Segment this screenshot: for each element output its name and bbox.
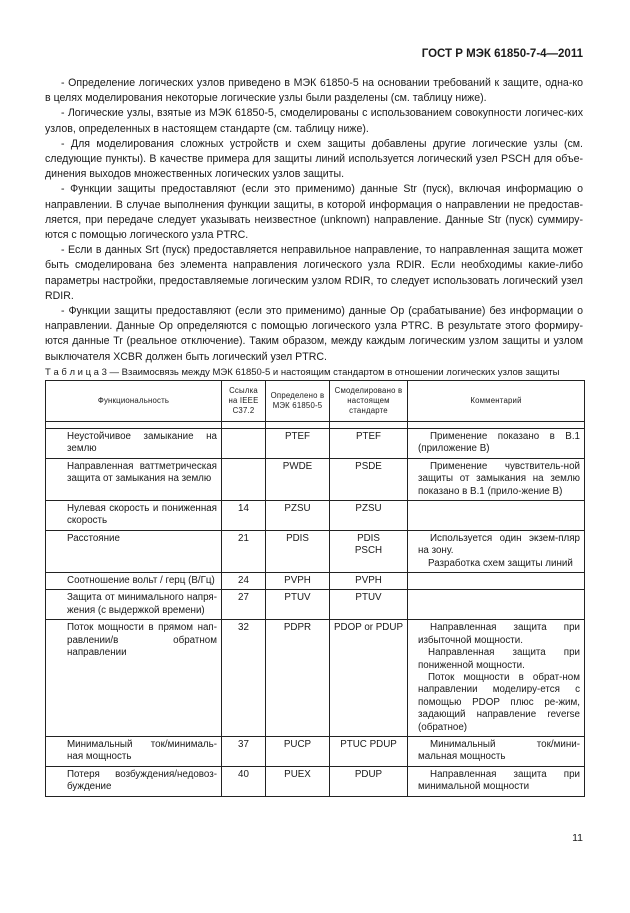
cell-iec: PWDE <box>266 458 330 500</box>
comment-text: Применение показано в В.1 (приложение В) <box>418 431 580 455</box>
document-header: ГОСТ Р МЭК 61850-7-4—2011 <box>421 48 583 60</box>
cell-comment <box>408 501 585 531</box>
paragraph: - Для моделирования сложных устройств и схем защиты добавлены другие логические узлы (см. следующие пункты). В качестве примера для защиты линий используется логический узел PSCH для объе-динения выходов множественных логических узлов защиты. <box>45 137 583 181</box>
cell-ieee: 21 <box>222 530 266 572</box>
cell-comment <box>408 620 585 737</box>
header-iec: Определено в МЭК 61850-5 <box>266 381 330 422</box>
cell-ieee <box>222 429 266 459</box>
cell-ieee: 40 <box>222 766 266 796</box>
cell-modeled <box>330 620 408 737</box>
logical-nodes-table <box>45 380 585 797</box>
table-row <box>46 530 585 572</box>
modeled-node: PTEF <box>355 431 382 442</box>
cell-iec: PDPR <box>266 620 330 737</box>
comment-text: Направленная защита при минимальной мощности <box>418 768 580 793</box>
cell-comment <box>408 736 585 766</box>
table-row <box>46 736 585 766</box>
cell-ieee: 14 <box>222 501 266 531</box>
table-row <box>46 501 585 531</box>
paragraph: - Определение логических узлов приведено в МЭК 61850-5 на основании требований к защите, одна-ко в целях моделирования некоторые логические узлы были разделены (см. таблицу ниже). <box>45 77 583 105</box>
cell-modeled <box>330 429 408 459</box>
cell-function: Расстояние <box>46 530 222 572</box>
body-text <box>45 76 583 365</box>
comment-text: Направленная защита при избыточной мощности. <box>418 622 580 646</box>
cell-comment <box>408 573 585 590</box>
header-ieee: Ссылка на IEEE C37.2 <box>222 381 266 422</box>
table-row <box>46 620 585 737</box>
cell-function: Направленная ваттметрическая защита от замыкания на землю <box>46 458 222 500</box>
cell-iec: PUCP <box>266 736 330 766</box>
comment-text: Минимальный ток/мини-мальная мощность <box>418 738 580 763</box>
comment-text: Применение чувствитель-ной защиты от замыкания на землю показано в В.1 (прило-жение В) <box>418 460 580 497</box>
comment-text: Направленная защита при пониженной мощности. <box>418 647 580 671</box>
cell-ieee: 32 <box>222 620 266 737</box>
cell-modeled <box>330 458 408 500</box>
cell-iec: PTEF <box>266 429 330 459</box>
cell-iec: PUEX <box>266 766 330 796</box>
cell-comment <box>408 766 585 796</box>
cell-comment <box>408 429 585 459</box>
cell-modeled <box>330 766 408 796</box>
cell-iec: PTUV <box>266 590 330 620</box>
paragraph: - Логические узлы, взятые из МЭК 61850-5, смоделированы с использованием совокупности логичес-ких узлов, определенных в настоящем стандарте (см. таблицу ниже). <box>45 107 583 135</box>
modeled-node: PSDE <box>355 460 382 472</box>
cell-modeled <box>330 501 408 531</box>
modeled-node: PTUV <box>355 592 382 604</box>
cell-modeled <box>330 590 408 620</box>
table-row <box>46 590 585 620</box>
comment-text: Поток мощности в обрат-ном направлении моделиру-ется с помощью PDOP плюс ре-жим, задающий направление reverse (обратное) <box>418 671 580 733</box>
table-caption: Т а б л и ц а 3 — Взаимосвязь между МЭК 61850-5 и настоящим стандартом в отношении логических узлов защиты <box>45 367 560 378</box>
paragraph: - Функции защиты предоставляют (если это применимо) данные Op (срабатывание) без информации о направлении. Данные Op определяются с помощью логического узла PTRC. В результате этого формиру-ются данные Tr (реальное отключение). Таким образом, между каждым логическим узлом защиты и узлом выключателя XCBR должен быть логический узел PTRC. <box>45 305 583 363</box>
modeled-node: PDUP <box>354 768 383 780</box>
cell-ieee <box>222 458 266 500</box>
cell-ieee: 37 <box>222 736 266 766</box>
cell-modeled <box>330 573 408 590</box>
table-row <box>46 766 585 796</box>
paragraph: - Функции защиты предоставляют (если это применимо) данные Str (пуск), включая информацию о направлении. В случае выполнения функции защиты, в которой информация о направлении не предостав-ляется, при передаче следует указывать неизвестное (unknown) направление. Данные Str (пуск) суммиру-ются с помощью логического узла PTRC. <box>45 183 583 242</box>
header-comments: Комментарий <box>408 381 585 422</box>
table-row <box>46 458 585 500</box>
modeled-node: PTUC PDUP <box>340 738 397 750</box>
modeled-node: PVPH <box>355 575 382 587</box>
cell-ieee: 27 <box>222 590 266 620</box>
cell-function: Неустойчивое замыкание на землю <box>46 429 222 459</box>
cell-comment <box>408 530 585 572</box>
cell-iec: PZSU <box>266 501 330 531</box>
modeled-node: PSCH <box>354 545 383 557</box>
cell-ieee: 24 <box>222 573 266 590</box>
cell-function: Нулевая скорость и пониженная скорость <box>46 501 222 531</box>
header-function: Функциональность <box>46 381 222 422</box>
modeled-node: PDIS <box>357 532 380 544</box>
table-body <box>46 422 585 797</box>
cell-modeled <box>330 736 408 766</box>
spacer-row <box>46 422 585 429</box>
cell-function: Защита от минимального напря-жения (с выдержкой времени) <box>46 590 222 620</box>
paragraph: - Если в данных Srt (пуск) предоставляется неправильное направление, то направленная защита может быть смоделирована без элемента направления логического узла RDIR. Если необходимы какие-либо параметры настройки, предоставляемые логическим узлом RDIR, то следует использовать логический узел RDIR. <box>45 244 583 302</box>
modeled-node: PZSU <box>355 503 382 515</box>
comment-text: Используется один экзем-пляр на зону. <box>418 532 580 557</box>
comment-text: Разработка схем защиты линий <box>428 557 573 569</box>
cell-comment <box>408 458 585 500</box>
cell-function: Соотношение вольт / герц (В/Гц) <box>46 573 222 590</box>
page-number: 11 <box>572 832 583 844</box>
cell-function: Потеря возбуждения/недовоз-буждение <box>46 766 222 796</box>
cell-iec: PVPH <box>266 573 330 590</box>
cell-function: Поток мощности в прямом нап-равлении/в обратном направлении <box>46 620 222 737</box>
cell-function: Минимальный ток/минималь-ная мощность <box>46 736 222 766</box>
cell-comment <box>408 590 585 620</box>
table-header-row <box>46 381 585 422</box>
table-row <box>46 429 585 459</box>
header-modeled: Смоделировано в настоящем стандарте <box>330 381 408 422</box>
cell-modeled <box>330 530 408 572</box>
modeled-node: PDOP or PDUP <box>334 622 403 634</box>
table-row <box>46 573 585 590</box>
cell-iec: PDIS <box>266 530 330 572</box>
